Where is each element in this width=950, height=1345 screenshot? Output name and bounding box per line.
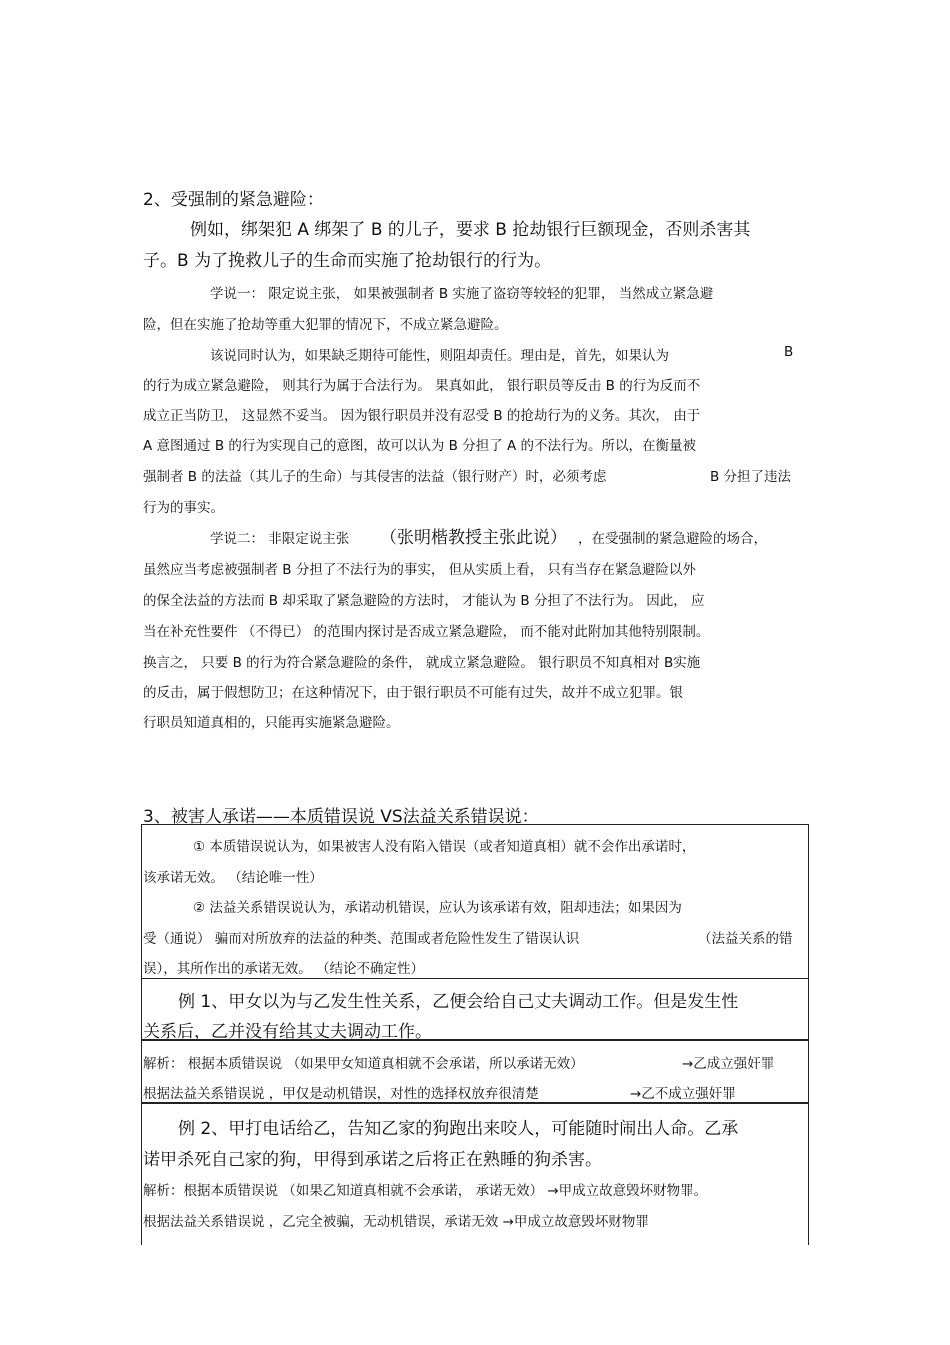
theory2-emphasis: （张明楷教授主张此说） bbox=[380, 528, 567, 548]
section2-example-line: 子。B 为了挽救儿子的生命而实施了抢劫银行的行为。 bbox=[143, 251, 552, 271]
analysis2-line: 解析：根据本质错误说 （如果乙知道真相就不会承诺， 承诺无效） →甲成立故意毁坏财物罪。 bbox=[143, 1183, 708, 1199]
example1-line: 例 1、甲女以为与乙发生性关系，乙便会给自己丈夫调动工作。但是发生性 bbox=[178, 992, 739, 1012]
theory2-line: 当在补充性要件 （不得已） 的范围内探讨是否成立紧急避险， 而不能对此附加其他特别限制。 bbox=[143, 624, 710, 640]
theory2-line: 的保全法益的方法而 B 却采取了紧急避险的方法时， 才能认为 B 分担了不法行为。 因此， 应 bbox=[143, 593, 705, 609]
section2-example-line: 例如，绑架犯 A 绑架了 B 的儿子，要求 B 抢劫银行巨额现金，否则杀害其 bbox=[190, 220, 751, 240]
theory1-line: B bbox=[784, 344, 794, 360]
divider bbox=[141, 1102, 808, 1104]
theory2-line: 虽然应当考虑被强制者 B 分担了不法行为的事实， 但从实质上看， 只有当存在紧急避险以外 bbox=[143, 562, 696, 578]
example2-line: 例 2、甲打电话给乙，告知乙家的狗跑出来咬人，可能随时闹出人命。乙承 bbox=[178, 1119, 739, 1139]
box1-line: 该承诺无效。 （结论唯一性） bbox=[143, 870, 323, 886]
box1-line: 误），其所作出的承诺无效。 （结论不确定性） bbox=[143, 961, 425, 977]
box1-line: （法益关系的错 bbox=[698, 931, 793, 947]
section2-heading: 2、受强制的紧急避险： bbox=[143, 190, 324, 210]
example2-line: 诺甲杀死自己家的狗，甲得到承诺之后将正在熟睡的狗杀害。 bbox=[143, 1150, 602, 1170]
theory2-line: 学说二： 非限定说主张 bbox=[210, 531, 350, 547]
box1-line: ① 本质错误说认为，如果被害人没有陷入错误（或者知道真相）就不会作出承诺时， bbox=[193, 839, 696, 855]
analysis1-line: 根据法益关系错误说 ，甲仅是动机错误，对性的选择权放弃很清楚 bbox=[143, 1086, 539, 1102]
analysis1-line: 解析： 根据本质错误说 （如果甲女知道真相就不会承诺，所以承诺无效） bbox=[143, 1056, 584, 1072]
theory1-line: 的行为成立紧急避险， 则其行为属于合法行为。 果真如此， 银行职员等反击 B 的行为反而不 bbox=[143, 378, 701, 394]
theory2-line: 换言之， 只要 B 的行为符合紧急避险的条件， 就成立紧急避险。 银行职员不知真相对 B实施 bbox=[143, 655, 701, 671]
theory1-line: 该说同时认为，如果缺乏期待可能性，则阻却责任。理由是，首先，如果认为 bbox=[210, 348, 669, 364]
theory2-line: 的反击，属于假想防卫；在这种情况下，由于银行职员不可能有过失，故并不成立犯罪。银 bbox=[143, 685, 683, 701]
box1-line: ② 法益关系错误说认为，承诺动机错误，应认为该承诺有效，阻却违法；如果因为 bbox=[193, 900, 682, 916]
theory2-line: ，在受强制的紧急避险的场合， bbox=[578, 531, 767, 547]
theory2-line: 行职员知道真相的，只能再实施紧急避险。 bbox=[143, 715, 400, 731]
theory1-line: 险，但在实施了抢劫等重大犯罪的情况下，不成立紧急避险。 bbox=[143, 317, 508, 333]
example1-line: 关系后，乙并没有给其丈夫调动工作。 bbox=[143, 1022, 432, 1042]
section3-heading: 3、被害人承诺——本质错误说 VS法益关系错误说： bbox=[143, 807, 539, 827]
analysis2-line: 根据法益关系错误说 ，乙完全被骗，无动机错误，承诺无效 →甲成立故意毁坏财物罪 bbox=[143, 1214, 649, 1230]
theory1-line: 学说一： 限定说主张， 如果被强制者 B 实施了盗窃等较轻的犯罪， 当然成立紧急避 bbox=[210, 286, 714, 302]
theory1-line: 强制者 B 的法益（其儿子的生命）与其侵害的法益（银行财产）时，必须考虑 bbox=[143, 469, 607, 485]
theory1-line: 行为的事实。 bbox=[143, 500, 224, 516]
theory1-line: A 意图通过 B 的行为实现自己的意图，故可以认为 B 分担了 A 的不法行为。所以，在衡量被 bbox=[143, 438, 697, 454]
analysis1-result: →乙成立强奸罪 bbox=[682, 1056, 775, 1072]
analysis1-result: →乙不成立强奸罪 bbox=[630, 1086, 736, 1102]
box1-line: 受（通说） 骗而对所放弃的法益的种类、范围或者危险性发生了错误认识 bbox=[143, 931, 580, 947]
theory1-line: B 分担了违法 bbox=[710, 469, 792, 485]
divider bbox=[141, 978, 808, 979]
theory1-line: 成立正当防卫， 这显然不妥当。 因为银行职员并没有忍受 B 的抢劫行为的义务。其次， 由于 bbox=[143, 408, 701, 424]
